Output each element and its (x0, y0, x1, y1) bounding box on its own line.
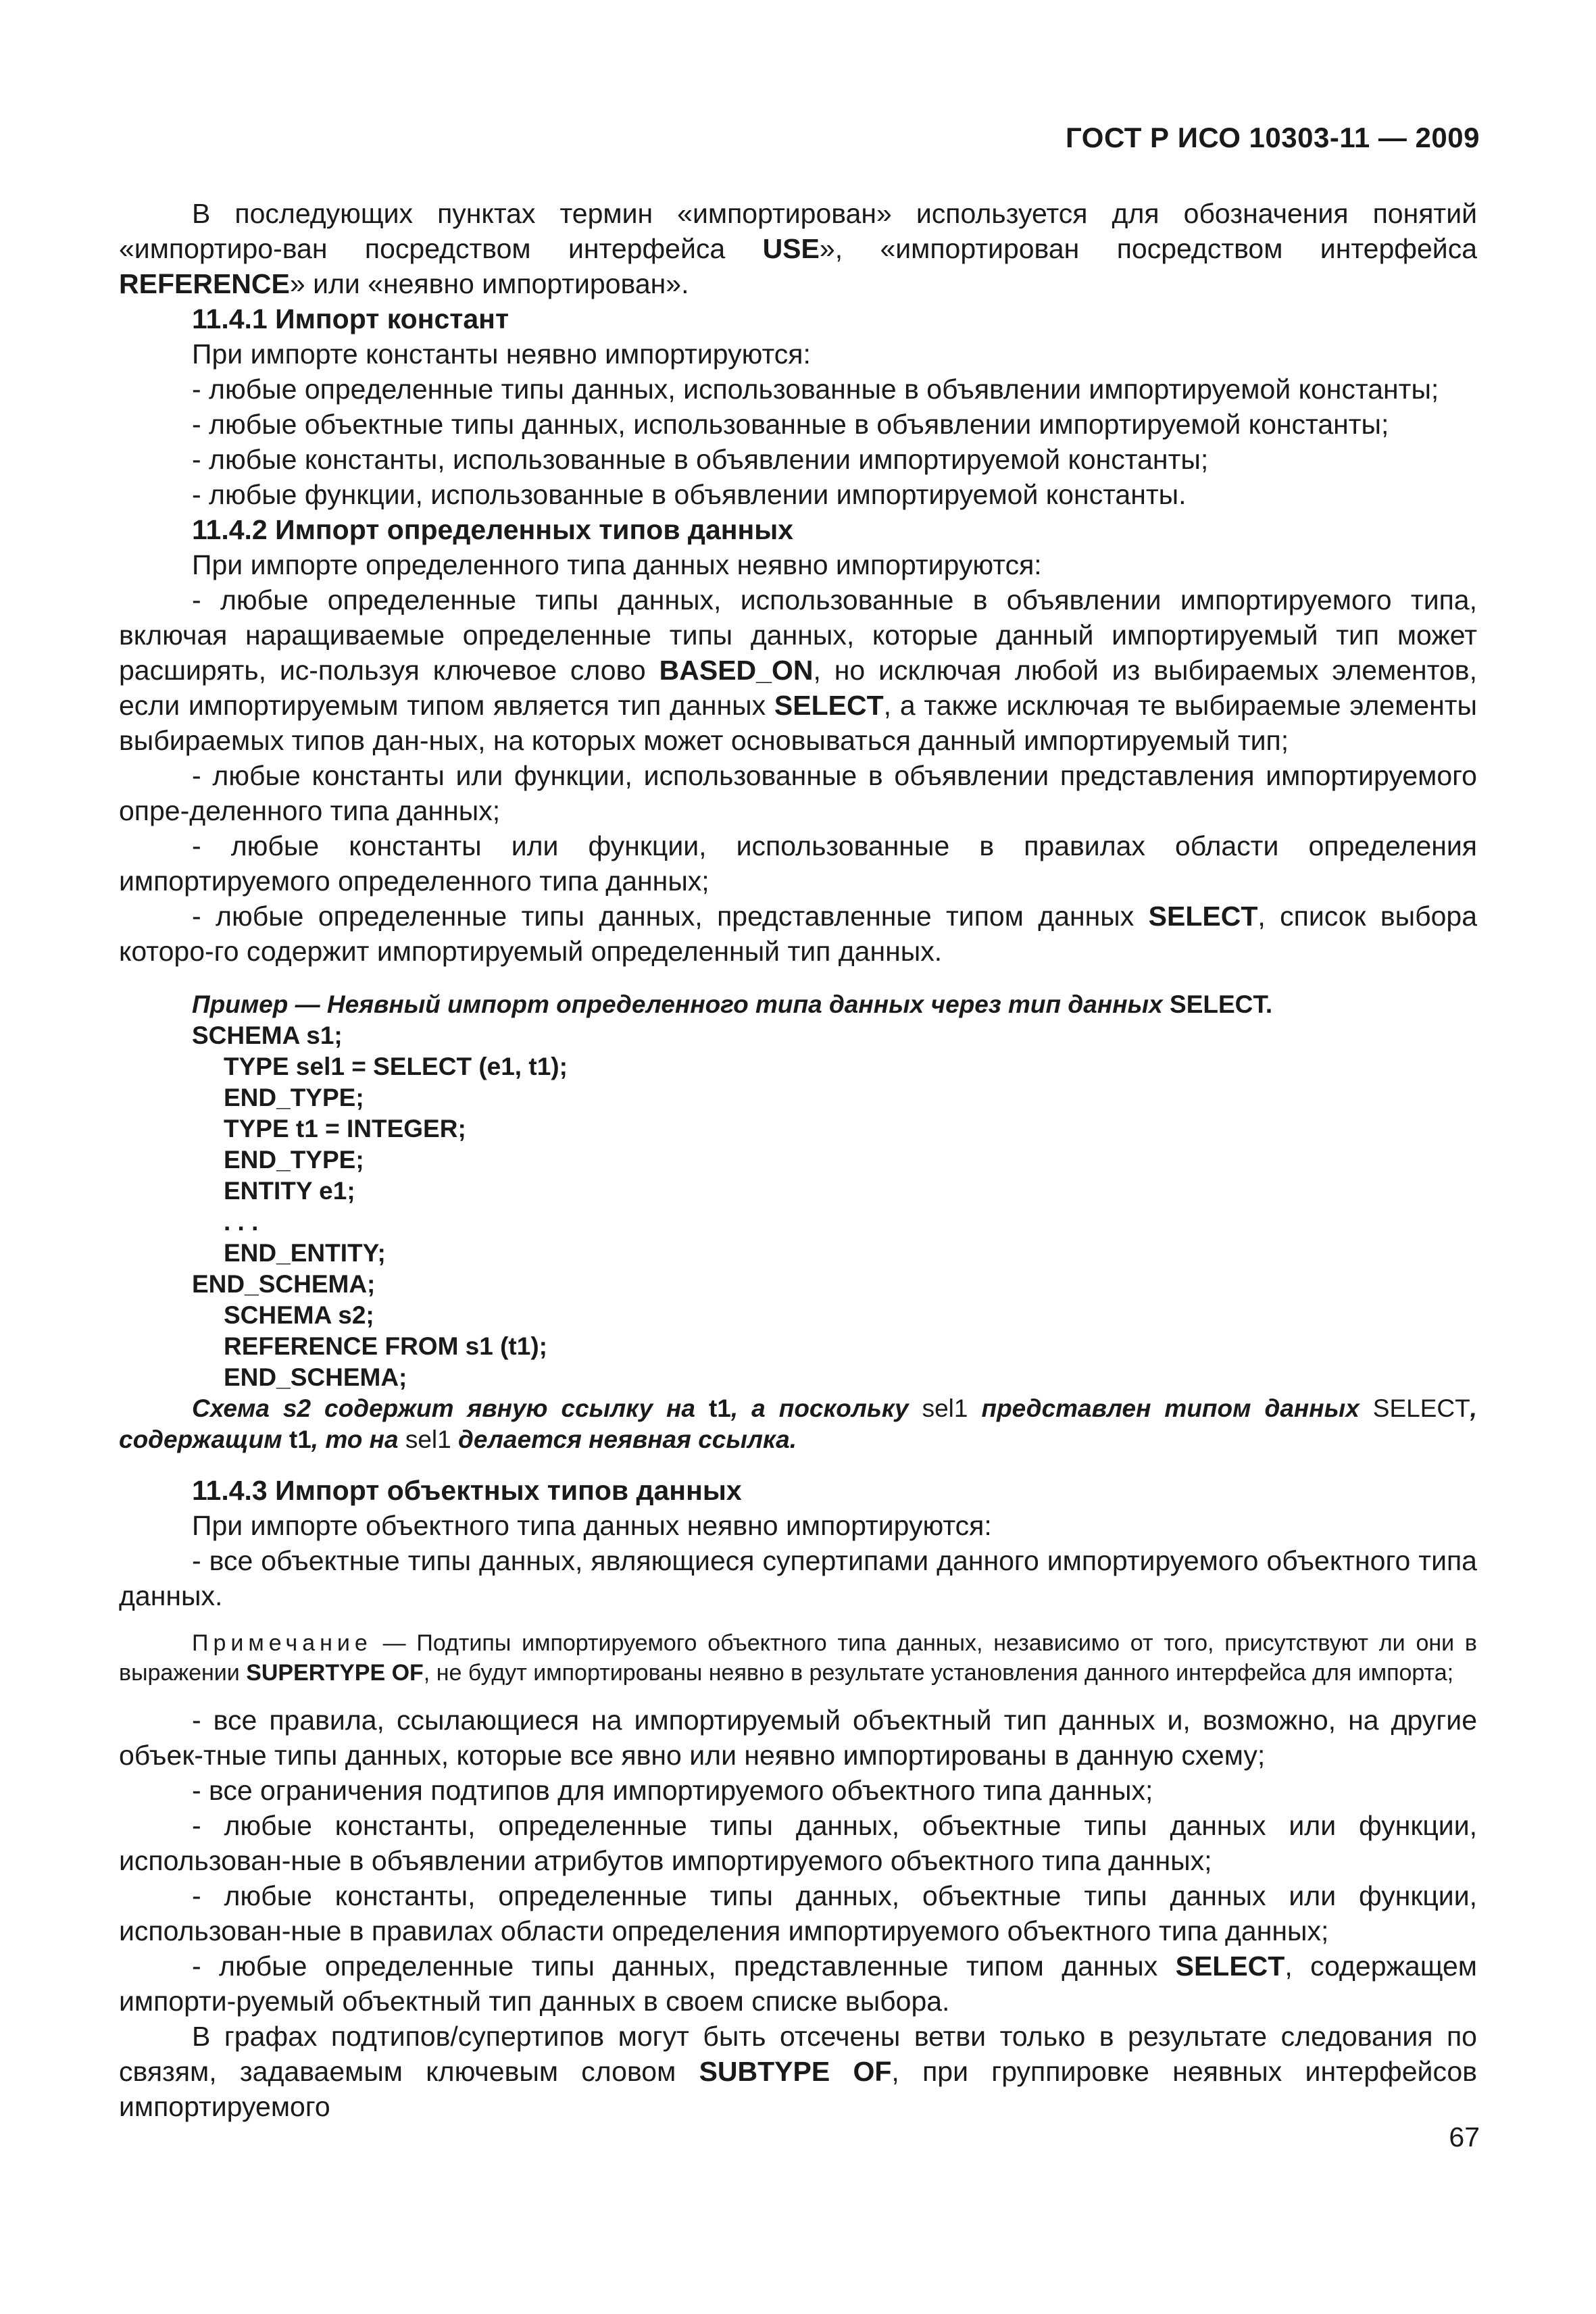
list-paragraph: - любые константы или функции, использованные в объявлении представления импортируемого опре-деленного типа данных; (119, 760, 1477, 826)
code-line: ENTITY e1; (224, 1177, 355, 1205)
keyword-select: SELECT (774, 690, 884, 721)
text-run: , список выбора которо-го содержит импортируемый определенный тип данных. (119, 901, 1477, 967)
spacer (119, 1455, 1477, 1473)
text-run: В графах подтипов/супертипов могут быть отсечены ветви только в результате следования по связям, задаваемым ключевым словом (119, 2021, 1477, 2087)
code-line: REFERENCE FROM s1 (t1); (224, 1332, 547, 1360)
list-item: - любые определенные типы данных, использованные в объявлении импортируемой константы; (192, 374, 1439, 405)
keyword-supertype-of: SUPERTYPE OF (246, 1660, 424, 1686)
code-line: END_SCHEMA; (224, 1363, 407, 1391)
section-lead: При импорте объектного типа данных неявно импортируются: (192, 1510, 992, 1541)
text-run: , а поскольку (730, 1394, 922, 1422)
list-paragraph (119, 899, 1477, 969)
code-line: END_TYPE; (224, 1084, 364, 1111)
text-run: делается неявная ссылка. (451, 1426, 797, 1453)
list-item: - любые функции, использованные в объявлении импортируемой константы. (192, 479, 1187, 510)
text-run: , содержащем импорти-руемый объектный тип данных в своем списке выбора. (119, 1951, 1477, 2017)
note-block (119, 1628, 1477, 1688)
identifier: sel1 (405, 1426, 451, 1453)
code-line: TYPE t1 = INTEGER; (224, 1115, 466, 1142)
example-title (119, 989, 1477, 1020)
text-run: , при группировке неявных интерфейсов импортируемого (119, 2056, 1477, 2122)
text-run: Схема s2 содержит явную ссылку на (192, 1394, 709, 1422)
code-line: TYPE sel1 = SELECT (e1, t1); (224, 1053, 568, 1080)
keyword-select: SELECT (1372, 1394, 1470, 1422)
example-conclusion (119, 1393, 1477, 1455)
code-line: SCHEMA s1; (192, 1022, 343, 1049)
list-paragraph: - любые константы, определенные типы данных, объектные типы данных или функции, использован-ные в объявлении атрибутов импортируемого объектного типа данных; (119, 1810, 1477, 1876)
text-run: , а также исключая те выбираемые элементы выбираемых типов дан-ных, на которых может основываться данный импортируемый тип; (119, 690, 1477, 756)
note-label: Примечание (192, 1630, 372, 1656)
page-number: 67 (1449, 2121, 1480, 2153)
text-run: , не будут импортированы неявно в результате установления данного интерфейса для импорта; (423, 1660, 1454, 1686)
list-paragraph (119, 1948, 1477, 2019)
code-line: END_SCHEMA; (192, 1270, 376, 1298)
text-run: , содержащим (119, 1394, 1478, 1453)
body-paragraph (119, 2019, 1477, 2124)
keyword-based-on: BASED_ON (659, 655, 814, 686)
list-item: - любые константы, использованные в объявлении импортируемой константы; (192, 444, 1209, 475)
section-heading-11-4-1: 11.4.1 Импорт констант (192, 303, 509, 334)
list-paragraph (119, 582, 1477, 758)
text-run: , но исключая любой из выбираемых элементов, если импортируемым типом является тип данных (119, 655, 1477, 721)
text-run: , то на (311, 1426, 405, 1453)
section-heading-11-4-2: 11.4.2 Импорт определенных типов данных (192, 514, 794, 545)
code-line: END_TYPE; (224, 1146, 364, 1174)
page-body (119, 196, 1477, 2124)
list-paragraph: - все ограничения подтипов для импортируемого объектного типа данных; (192, 1775, 1153, 1806)
keyword-reference: REFERENCE (119, 268, 290, 299)
list-paragraph: - любые константы, определенные типы данных, объектные типы данных или функции, использован-ные в правилах области определения импортируемого объектного типа данных; (119, 1880, 1477, 1946)
identifier: t1 (708, 1394, 731, 1422)
section-heading-11-4-3: 11.4.3 Импорт объектных типов данных (192, 1475, 742, 1506)
text-run: - любые определенные типы данных, представленные типом данных (192, 1951, 1176, 1982)
document-header: ГОСТ Р ИСО 10303-11 — 2009 (1066, 122, 1480, 153)
list-item: - любые объектные типы данных, использованные в объявлении импортируемой константы; (192, 409, 1389, 440)
identifier: t1 (289, 1426, 311, 1453)
text-run: », «импортирован посредством интерфейса (819, 233, 1477, 264)
identifier: sel1 (922, 1394, 968, 1422)
code-line: SCHEMA s2; (224, 1301, 374, 1329)
text-run: В последующих пунктах термин «импортирован» используется для обозначения понятий «импортиро-ван посредством интерфейса (119, 198, 1477, 264)
keyword-subtype-of: SUBTYPE OF (699, 2056, 892, 2087)
example-block (119, 989, 1477, 1455)
list-paragraph: - любые константы или функции, использованные в правилах области определения импортируемого определенного типа данных; (119, 830, 1477, 897)
code-line: END_ENTITY; (224, 1239, 386, 1267)
section-lead: При импорте константы неявно импортируются: (192, 338, 811, 370)
list-paragraph: - все объектные типы данных, являющиеся супертипами данного импортируемого объектного типа данных. (119, 1545, 1477, 1611)
text-run: - любые определенные типы данных, использованные в объявлении импортируемого типа, включая наращиваемые определенные типы данных, которые данный импортируемый тип может расширять, ис-пользуя ключевое слово (119, 584, 1477, 686)
keyword-use: USE (762, 233, 820, 264)
list-paragraph: - все правила, ссылающиеся на импортируемый объектный тип данных и, возможно, на другие объек-тные типы данных, которые все явно или неявно импортированы в данную схему; (119, 1705, 1477, 1771)
text-run: представлен типом данных (968, 1394, 1373, 1422)
keyword-select: SELECT (1148, 901, 1258, 932)
keyword-select: SELECT. (1170, 990, 1273, 1018)
text-run: - любые определенные типы данных, представленные типом данных (192, 901, 1149, 932)
text-run: — Подтипы импортируемого объектного типа данных, независимо от того, присутствуют ли они в выражении (119, 1630, 1477, 1686)
keyword-select: SELECT (1175, 1951, 1285, 1982)
text-run: Пример — Неявный импорт определенного типа данных через тип данных (192, 990, 1170, 1018)
text-run: » или «неявно импортирован». (289, 268, 689, 299)
code-line: . . . (224, 1208, 259, 1236)
section-lead: При импорте определенного типа данных неявно импортируются: (192, 549, 1042, 580)
intro-paragraph (119, 196, 1477, 301)
